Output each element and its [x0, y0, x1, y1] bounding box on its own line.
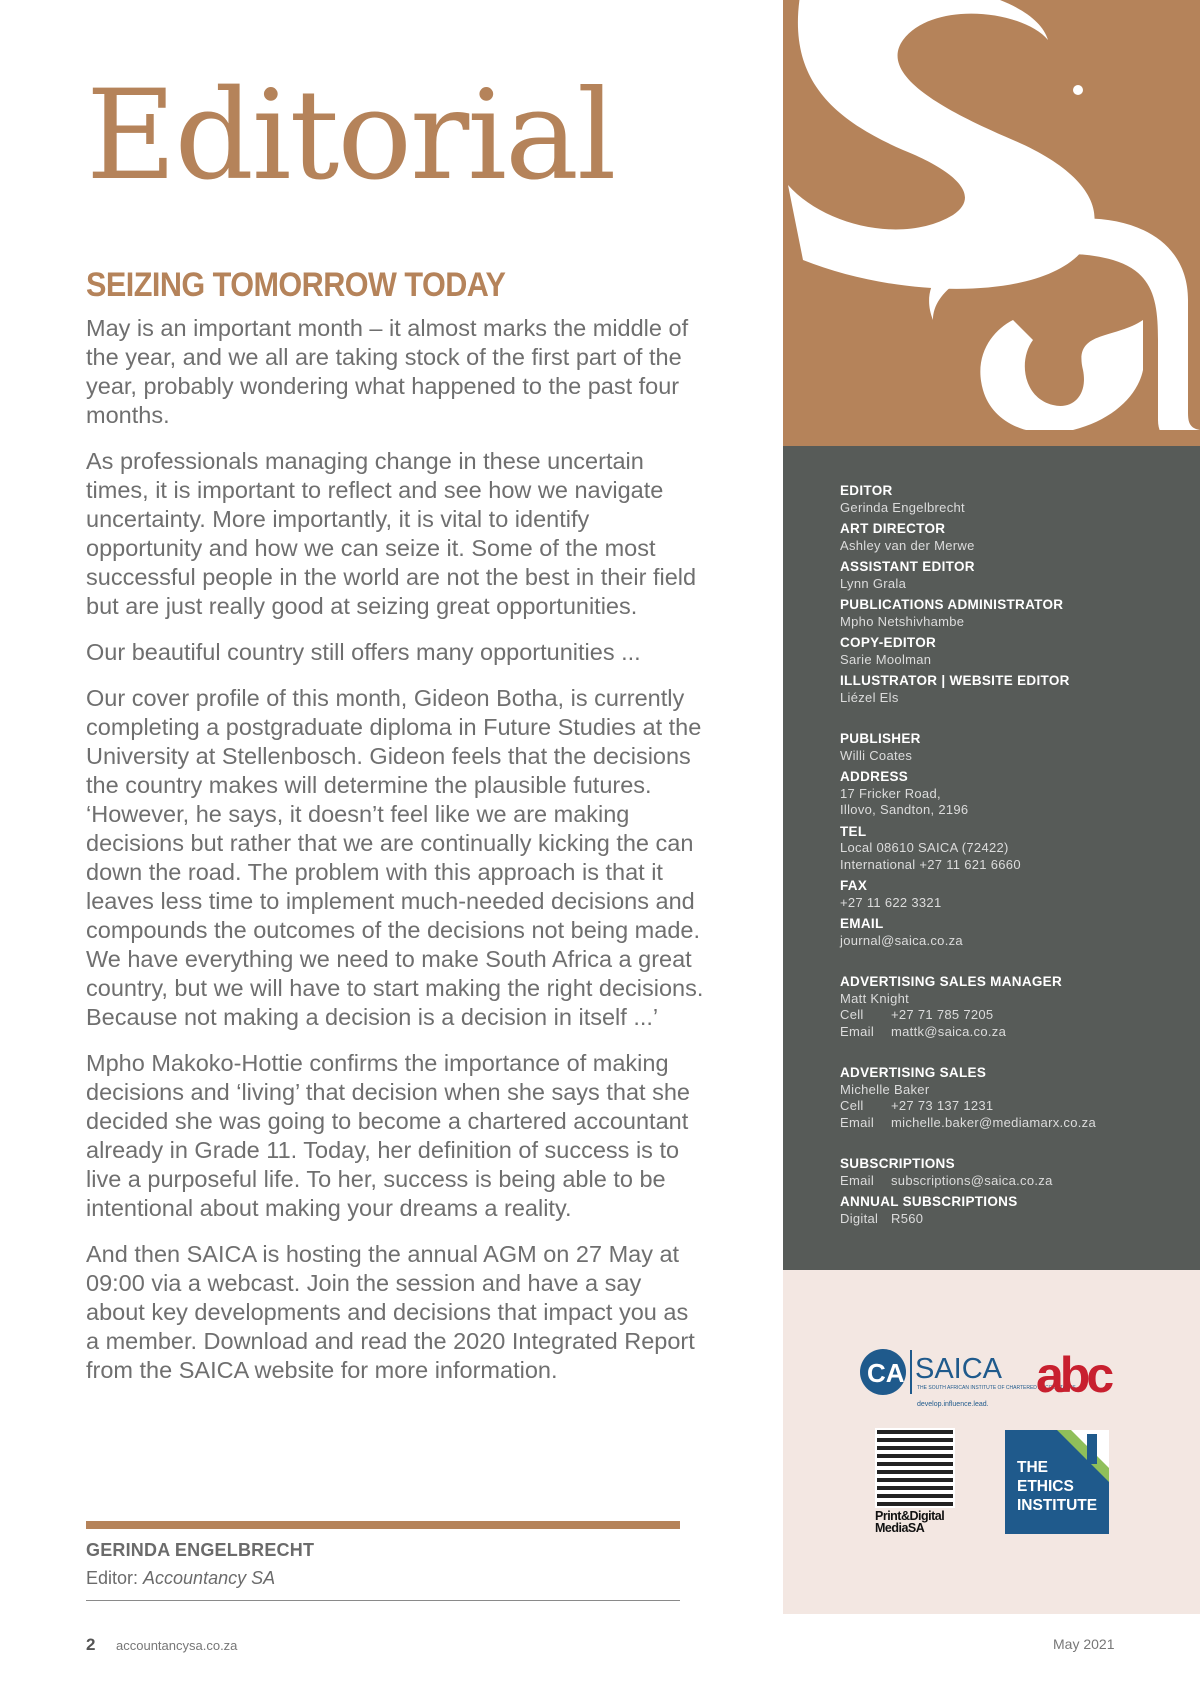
email-link[interactable]: michelle.baker@mediamarx.co.za — [891, 1114, 1096, 1130]
masthead-key: Email — [840, 1114, 875, 1130]
pdm-line2: MediaSA — [875, 1521, 925, 1535]
masthead-value: Liézel Els — [840, 689, 899, 705]
masthead-label: FAX — [840, 878, 868, 893]
phone-value: +27 71 785 7205 — [891, 1007, 994, 1022]
masthead-value: International +27 11 621 6660 — [840, 856, 1021, 872]
masthead-value: +27 11 622 3321 — [840, 894, 942, 910]
masthead-value: Michelle Baker — [840, 1081, 930, 1097]
masthead-label: TEL — [840, 823, 867, 839]
pdm-logo — [873, 1426, 959, 1536]
paragraph: May is an important month – it almost marks the middle of the year, and we all are taking stock of the first part of the year, probably wondering what happened to the past four months. — [86, 315, 689, 428]
ethics-line: ETHICS — [1017, 1478, 1074, 1495]
article-body — [86, 314, 706, 1402]
masthead-value: Matt Knight — [840, 990, 910, 1006]
paragraph: Our cover profile of this month, Gideon Botha, is currently completing a postgraduate diploma in Future Studies at the University at Stellenbosch. Gideon feels that the decisions the country makes will determine the plausible futures. ‘However, he says, it doesn’t feel like we are making decisions but rather that we are continually kicking the can down the road. The problem with this approach is that it leaves less time to implement much-needed decisions and compounds the outcomes of the decisions not being made. We have everything we need to make South Africa a great country, but we will have to start making the right decisions. Because not making a decision is a decision in itself ...’ — [86, 685, 704, 1030]
masthead-key: Cell — [840, 1098, 864, 1113]
footer-date: May 2021 — [1053, 1636, 1115, 1652]
masthead-label: ART DIRECTOR — [840, 521, 946, 536]
signature-publication: Accountancy SA — [143, 1568, 276, 1588]
masthead-label: ASSISTANT EDITOR — [840, 559, 975, 574]
masthead-value: Mpho Netshivhambe — [840, 613, 965, 629]
ethics-line: THE — [1017, 1459, 1048, 1476]
masthead-key: Email — [840, 1172, 875, 1188]
signature-role-prefix: Editor: — [86, 1568, 144, 1588]
masthead-value: Gerinda Engelbrecht — [840, 499, 965, 515]
masthead-label: PUBLISHER — [840, 731, 921, 746]
pdm-logo-icon — [873, 1426, 959, 1536]
signature-divider — [86, 1521, 680, 1529]
masthead-label: EMAIL — [840, 916, 884, 931]
paragraph: As professionals managing change in these uncertain times, it is important to reflect and see how we navigate uncertainty. More importantly, it is vital to identify opportunity and how we can seize it. Some of the most successful people in the world are not the best in their field but are just really good at seizing great opportunities. — [86, 448, 697, 619]
article-heading: SEIZING TOMORROW TODAY — [86, 266, 506, 304]
masthead-value: Willi Coates — [840, 747, 913, 763]
saica-subtitle: THE SOUTH AFRICAN INSTITUTE OF CHARTERED ACCOUNTANTS — [917, 1385, 1076, 1391]
price-value: R560 — [891, 1210, 924, 1226]
masthead-label: ADDRESS — [840, 769, 909, 784]
ethics-line: INSTITUTE — [1017, 1497, 1098, 1514]
signature-name: GERINDA ENGELBRECHT — [86, 1540, 315, 1560]
signature-bottom-divider — [86, 1600, 680, 1601]
ethics-text — [1017, 1458, 1097, 1515]
masthead-label: SUBSCRIPTIONS — [840, 1156, 955, 1171]
sa-logo-icon — [783, 0, 1200, 446]
page-number: 2 — [86, 1635, 96, 1654]
pdm-line1: Print&Digital — [875, 1509, 945, 1523]
masthead-value: Illovo, Sandton, 2196 — [840, 802, 969, 817]
masthead-panel — [783, 446, 1200, 1270]
page-title: Editorial — [86, 64, 615, 208]
masthead-key: Email — [840, 1023, 875, 1039]
saica-tagline: develop.influence.lead. — [917, 1401, 989, 1408]
masthead-value: Sarie Moolman — [840, 651, 932, 667]
masthead-label: COPY-EDITOR — [840, 635, 937, 650]
svg-text:CA: CA — [867, 1358, 905, 1388]
footer-url[interactable]: accountancysa.co.za — [116, 1638, 238, 1653]
paragraph: Our beautiful country still offers many opportunities ... — [86, 639, 641, 665]
masthead-key: Digital — [840, 1210, 879, 1226]
ethics-institute-logo — [1005, 1430, 1109, 1534]
masthead-label: PUBLICATIONS ADMINISTRATOR — [840, 597, 1064, 612]
phone-value: +27 73 137 1231 — [891, 1098, 994, 1113]
abc-logo — [1036, 1347, 1124, 1403]
partner-logos — [783, 1270, 1200, 1614]
masthead-value: Local 08610 SAICA (72422) — [840, 840, 1009, 855]
saica-wordmark: SAICA — [915, 1353, 1003, 1385]
masthead-value: Ashley van der Merwe — [840, 537, 975, 553]
paragraph: And then SAICA is hosting the annual AGM on 27 May at 09:00 via a webcast. Join the session and have a say about key developments and decisions that impact you as a member. Download and read the 2020 Integrated Report from the SAICA website for more information. — [86, 1241, 695, 1383]
masthead-key: Cell — [840, 1007, 864, 1022]
email-link[interactable]: subscriptions@saica.co.za — [891, 1172, 1053, 1188]
signature-role — [86, 1568, 275, 1589]
masthead-value: Lynn Grala — [840, 575, 907, 591]
brand-logo-block — [783, 0, 1200, 446]
abc-wordmark: abc — [1036, 1347, 1111, 1403]
email-link[interactable]: journal@saica.co.za — [840, 932, 963, 948]
masthead-label: ADVERTISING SALES MANAGER — [840, 974, 1063, 989]
email-link[interactable]: mattk@saica.co.za — [891, 1023, 1007, 1039]
abc-logo-icon — [1036, 1347, 1124, 1403]
masthead-label: ADVERTISING SALES — [840, 1065, 987, 1080]
masthead-label: ILLUSTRATOR | WEBSITE EDITOR — [840, 673, 1070, 688]
masthead-value: 17 Fricker Road, — [840, 785, 941, 801]
masthead-label: EDITOR — [840, 483, 893, 498]
masthead-label: ANNUAL SUBSCRIPTIONS — [840, 1194, 1018, 1209]
paragraph: Mpho Makoko-Hottie confirms the importance of making decisions and ‘living’ that decision when she says that she decided she was going to become a chartered accountant already in Grade 11. Today, her definition of success is to live a purposeful life. To her, success is being able to be intentional about making your dreams a reality. — [86, 1050, 690, 1221]
